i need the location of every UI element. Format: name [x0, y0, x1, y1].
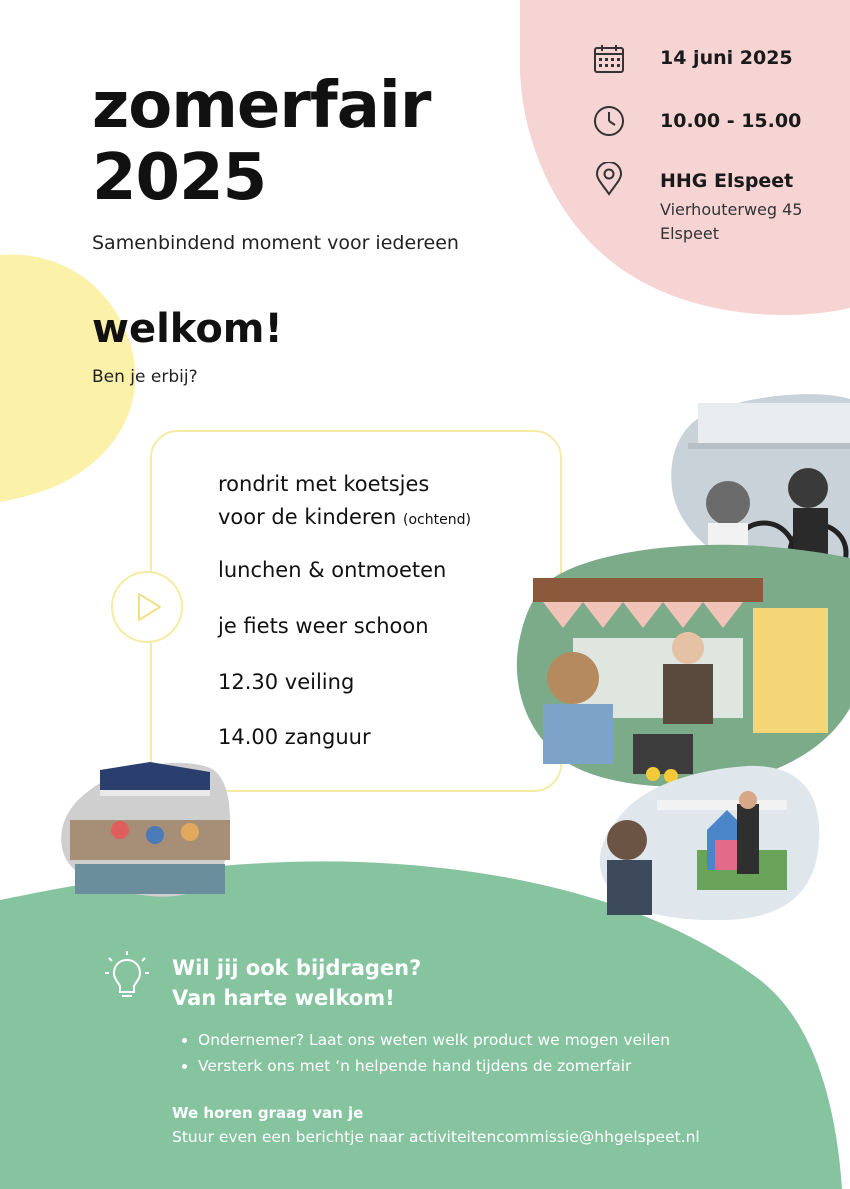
program-item-lunch: lunchen & ontmoeten [218, 558, 447, 582]
cta-heading-line-2: Van harte welkom! [172, 986, 395, 1010]
location-pin-icon [592, 162, 626, 196]
event-subtitle: Samenbindend moment voor iedereen [92, 232, 459, 254]
program-item-note: (ochtend) [403, 512, 471, 528]
program-item-carriage: rondrit met koetsjes [218, 472, 430, 496]
clock-icon [592, 104, 626, 138]
time-row [592, 104, 802, 138]
program-item-kids-text: voor de kinderen [218, 505, 397, 529]
venue-street: Vierhouterweg 45 [660, 200, 803, 219]
cta-bullet-list [172, 1030, 670, 1082]
lightbulb-icon [104, 950, 150, 1002]
date-row [592, 42, 793, 76]
program-item-bike: je fiets weer schoon [218, 614, 429, 638]
photo-food-stand [513, 538, 850, 790]
title-line-2: 2025 [92, 141, 267, 215]
cta-bullet-entrepreneur: • Ondernemer? Laat ons weten welk product we mogen veilen [198, 1030, 670, 1050]
event-title [92, 70, 430, 214]
title-line-1: zomerfair [92, 69, 431, 143]
venue-name: HHG Elspeet [660, 170, 794, 192]
calendar-icon [592, 42, 626, 76]
contact-heading: We horen graag van je [172, 1104, 364, 1122]
location-row [592, 162, 794, 196]
program-item-carriage-kids [218, 505, 471, 529]
welcome-subtitle: Ben je erbij? [92, 367, 198, 387]
event-time: 10.00 - 15.00 [660, 110, 802, 132]
program-item-auction: 12.30 veiling [218, 670, 355, 694]
cta-heading-line-1: Wil jij ook bijdragen? [172, 956, 422, 980]
cta-heading [172, 953, 421, 1013]
welcome-heading: welkom! [92, 306, 283, 352]
contact-text: Stuur even een berichtje naar activiteitencommissie@hhgelspeet.nl [172, 1128, 700, 1146]
photo-market [60, 760, 232, 900]
venue-city: Elspeet [660, 224, 720, 243]
cta-bullet-helping-hand: • Versterk ons met ‘n helpende hand tijdens de zomerfair [198, 1056, 670, 1076]
play-icon [110, 570, 184, 644]
photo-bouncy-castle [597, 760, 822, 920]
program-item-singing: 14.00 zanguur [218, 725, 371, 749]
event-date: 14 juni 2025 [660, 47, 793, 69]
